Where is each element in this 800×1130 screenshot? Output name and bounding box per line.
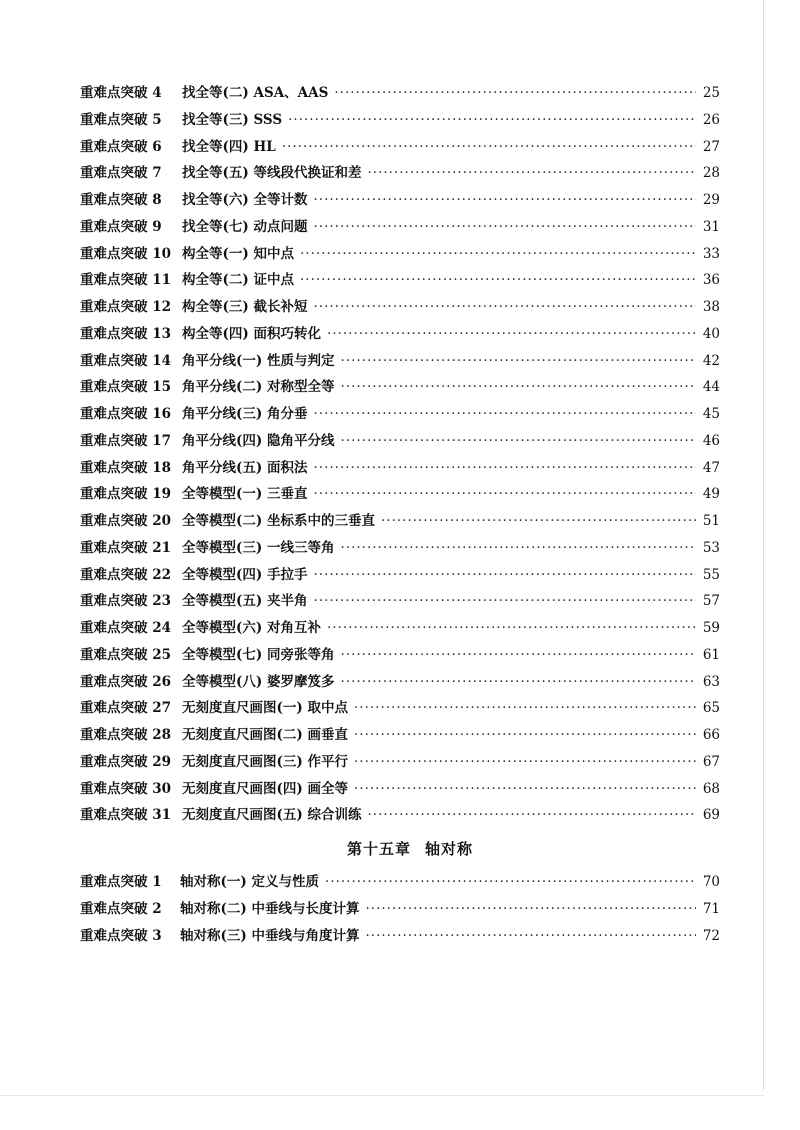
dot-leader bbox=[365, 896, 696, 923]
dot-leader bbox=[354, 749, 696, 776]
toc-entry-number: 重难点突破 18 bbox=[80, 459, 171, 476]
toc-entry-page: 31 bbox=[702, 218, 720, 235]
toc-entry-page: 55 bbox=[702, 566, 720, 583]
toc-entry-title: 全等模型(七) 同旁张等角 bbox=[182, 646, 335, 663]
toc-section-chapter-15 bbox=[80, 869, 720, 949]
dot-leader bbox=[300, 241, 696, 268]
dot-leader bbox=[313, 455, 696, 482]
dot-leader bbox=[340, 428, 696, 455]
table-of-contents bbox=[80, 80, 720, 949]
toc-entry bbox=[80, 642, 720, 669]
toc-entry-title: 找全等(三) SSS bbox=[182, 111, 283, 128]
dot-leader bbox=[288, 107, 696, 134]
dot-leader bbox=[340, 642, 696, 669]
dot-leader bbox=[365, 923, 696, 950]
toc-entry-title: 角平分线(四) 隐角平分线 bbox=[182, 432, 335, 449]
dot-leader bbox=[313, 294, 696, 321]
dot-leader bbox=[367, 160, 696, 187]
toc-entry-number: 重难点突破 23 bbox=[80, 593, 171, 610]
toc-entry-title: 全等模型(二) 坐标系中的三垂直 bbox=[182, 513, 375, 529]
dot-leader bbox=[340, 535, 696, 562]
toc-entry-title: 轴对称(三) 中垂线与角度计算 bbox=[180, 927, 360, 944]
dot-leader bbox=[325, 869, 696, 896]
toc-entry bbox=[80, 241, 720, 268]
toc-entry bbox=[80, 134, 720, 161]
toc-entry-title: 角平分线(五) 面积法 bbox=[182, 459, 308, 476]
toc-entry-title: 全等模型(八) 婆罗摩笈多 bbox=[182, 673, 335, 690]
toc-entry bbox=[80, 455, 720, 482]
toc-entry-title: 无刻度直尺画图(三) 作平行 bbox=[182, 753, 348, 770]
toc-entry-title: 全等模型(六) 对角互补 bbox=[182, 620, 321, 636]
toc-entry-title: 无刻度直尺画图(四) 画全等 bbox=[182, 780, 348, 797]
toc-entry bbox=[80, 321, 720, 348]
toc-entry-page: 25 bbox=[702, 85, 720, 101]
toc-entry-page: 28 bbox=[702, 165, 720, 182]
toc-entry-number: 重难点突破 21 bbox=[80, 539, 171, 556]
dot-leader bbox=[282, 134, 696, 161]
toc-entry-number: 重难点突破 11 bbox=[80, 272, 171, 289]
toc-entry-page: 65 bbox=[702, 700, 720, 717]
toc-entry bbox=[80, 695, 720, 722]
toc-entry-title: 构全等(三) 截长补短 bbox=[182, 299, 308, 315]
dot-leader bbox=[354, 722, 696, 749]
dot-leader bbox=[313, 562, 696, 589]
toc-entry bbox=[80, 722, 720, 749]
toc-entry-number: 重难点突破 4 bbox=[80, 85, 162, 101]
toc-entry bbox=[80, 535, 720, 562]
toc-entry-page: 67 bbox=[702, 753, 720, 770]
toc-entry bbox=[80, 776, 720, 803]
toc-entry-page: 71 bbox=[702, 900, 720, 917]
toc-entry-number: 重难点突破 1 bbox=[80, 874, 162, 890]
toc-entry-number: 重难点突破 14 bbox=[80, 352, 171, 369]
toc-entry-title: 无刻度直尺画图(五) 综合训练 bbox=[182, 807, 362, 824]
toc-entry bbox=[80, 562, 720, 589]
toc-entry-title: 无刻度直尺画图(二) 画垂直 bbox=[182, 727, 348, 743]
toc-entry-title: 全等模型(一) 三垂直 bbox=[182, 486, 308, 503]
chapter-heading bbox=[80, 829, 720, 869]
dot-leader bbox=[313, 481, 696, 508]
dot-leader bbox=[313, 588, 696, 615]
toc-entry-title: 找全等(二) ASA、AAS bbox=[182, 85, 329, 101]
toc-entry-page: 45 bbox=[702, 406, 720, 422]
dot-leader bbox=[354, 776, 696, 803]
toc-entry bbox=[80, 294, 720, 321]
dot-leader bbox=[381, 508, 696, 535]
toc-section-chapter-14 bbox=[80, 80, 720, 829]
toc-entry bbox=[80, 508, 720, 535]
toc-entry-number: 重难点突破 19 bbox=[80, 486, 171, 503]
dot-leader bbox=[313, 187, 696, 214]
toc-entry-number: 重难点突破 7 bbox=[80, 165, 162, 182]
toc-entry-title: 全等模型(五) 夹半角 bbox=[182, 593, 308, 610]
toc-entry-number: 重难点突破 31 bbox=[80, 807, 171, 824]
toc-entry-title: 全等模型(四) 手拉手 bbox=[182, 566, 308, 583]
toc-entry bbox=[80, 749, 720, 776]
dot-leader bbox=[334, 80, 696, 107]
dot-leader bbox=[340, 348, 696, 375]
toc-entry-title: 构全等(一) 知中点 bbox=[182, 245, 294, 262]
toc-entry-title: 构全等(四) 面积巧转化 bbox=[182, 325, 321, 342]
toc-entry-number: 重难点突破 27 bbox=[80, 700, 171, 717]
toc-entry bbox=[80, 267, 720, 294]
toc-entry-page: 27 bbox=[702, 138, 720, 155]
dot-leader bbox=[313, 214, 696, 241]
toc-entry-title: 找全等(六) 全等计数 bbox=[182, 192, 308, 208]
toc-entry bbox=[80, 802, 720, 829]
toc-entry-page: 59 bbox=[702, 620, 720, 636]
toc-entry-page: 53 bbox=[702, 539, 720, 556]
toc-entry-number: 重难点突破 5 bbox=[80, 111, 162, 128]
toc-entry-page: 69 bbox=[702, 807, 720, 824]
toc-entry-number: 重难点突破 8 bbox=[80, 192, 162, 208]
toc-entry-page: 42 bbox=[702, 352, 720, 369]
toc-entry-page: 61 bbox=[702, 646, 720, 663]
page-edge-line bbox=[763, 0, 764, 1090]
toc-entry-title: 找全等(四) HL bbox=[182, 138, 276, 155]
toc-entry bbox=[80, 374, 720, 401]
toc-entry-number: 重难点突破 25 bbox=[80, 646, 171, 663]
dot-leader bbox=[340, 669, 696, 696]
dot-leader bbox=[300, 267, 696, 294]
toc-entry bbox=[80, 588, 720, 615]
toc-entry bbox=[80, 160, 720, 187]
toc-entry bbox=[80, 107, 720, 134]
toc-entry-number: 重难点突破 16 bbox=[80, 406, 171, 422]
toc-entry-page: 66 bbox=[702, 727, 720, 743]
toc-entry bbox=[80, 214, 720, 241]
toc-entry-number: 重难点突破 15 bbox=[80, 379, 171, 396]
toc-entry-number: 重难点突破 2 bbox=[80, 900, 162, 917]
dot-leader bbox=[367, 802, 696, 829]
toc-entry bbox=[80, 401, 720, 428]
toc-entry-page: 26 bbox=[702, 111, 720, 128]
chapter-label: 第十五章 bbox=[346, 840, 411, 858]
toc-entry bbox=[80, 481, 720, 508]
toc-entry-page: 51 bbox=[702, 513, 720, 529]
toc-entry-page: 46 bbox=[702, 432, 720, 449]
toc-entry-page: 63 bbox=[702, 673, 720, 690]
toc-entry-title: 找全等(七) 动点问题 bbox=[182, 218, 308, 235]
toc-entry-number: 重难点突破 13 bbox=[80, 325, 171, 342]
toc-entry-number: 重难点突破 20 bbox=[80, 513, 171, 529]
toc-entry bbox=[80, 615, 720, 642]
toc-entry-title: 轴对称(一) 定义与性质 bbox=[180, 874, 319, 890]
dot-leader bbox=[313, 401, 696, 428]
toc-entry-page: 33 bbox=[702, 245, 720, 262]
toc-entry-page: 29 bbox=[702, 192, 720, 208]
toc-entry-title: 角平分线(一) 性质与判定 bbox=[182, 352, 335, 369]
toc-entry-page: 70 bbox=[702, 874, 720, 890]
toc-entry-title: 角平分线(三) 角分垂 bbox=[182, 406, 308, 422]
dot-leader bbox=[327, 321, 696, 348]
toc-entry-number: 重难点突破 9 bbox=[80, 218, 162, 235]
toc-entry-title: 全等模型(三) 一线三等角 bbox=[182, 539, 335, 556]
toc-entry bbox=[80, 923, 720, 950]
toc-entry-page: 38 bbox=[702, 299, 720, 315]
chapter-name: 轴对称 bbox=[425, 840, 474, 858]
toc-entry bbox=[80, 187, 720, 214]
toc-entry-number: 重难点突破 24 bbox=[80, 620, 171, 636]
toc-entry bbox=[80, 896, 720, 923]
toc-entry-title: 找全等(五) 等线段代换证和差 bbox=[182, 165, 362, 182]
toc-entry-number: 重难点突破 3 bbox=[80, 927, 162, 944]
page-bottom-line bbox=[0, 1095, 764, 1096]
toc-entry-number: 重难点突破 12 bbox=[80, 299, 171, 315]
toc-entry-title: 无刻度直尺画图(一) 取中点 bbox=[182, 700, 348, 717]
toc-entry bbox=[80, 869, 720, 896]
toc-entry-page: 68 bbox=[702, 780, 720, 797]
toc-entry-number: 重难点突破 29 bbox=[80, 753, 171, 770]
toc-entry-title: 轴对称(二) 中垂线与长度计算 bbox=[180, 900, 360, 917]
toc-entry-number: 重难点突破 22 bbox=[80, 566, 171, 583]
toc-entry-page: 57 bbox=[702, 593, 720, 610]
toc-entry-title: 构全等(二) 证中点 bbox=[182, 272, 294, 289]
toc-entry bbox=[80, 348, 720, 375]
toc-entry-number: 重难点突破 28 bbox=[80, 727, 171, 743]
toc-entry-page: 40 bbox=[702, 325, 720, 342]
toc-entry-number: 重难点突破 17 bbox=[80, 432, 171, 449]
toc-entry-title: 角平分线(二) 对称型全等 bbox=[182, 379, 335, 396]
toc-entry-page: 49 bbox=[702, 486, 720, 503]
dot-leader bbox=[340, 374, 696, 401]
toc-entry-number: 重难点突破 30 bbox=[80, 780, 171, 797]
toc-entry-page: 44 bbox=[702, 379, 720, 396]
toc-entry-page: 36 bbox=[702, 272, 720, 289]
dot-leader bbox=[354, 695, 696, 722]
toc-entry bbox=[80, 669, 720, 696]
toc-entry-number: 重难点突破 26 bbox=[80, 673, 171, 690]
toc-entry-number: 重难点突破 6 bbox=[80, 138, 162, 155]
toc-entry bbox=[80, 428, 720, 455]
toc-entry-page: 72 bbox=[702, 927, 720, 944]
toc-entry-number: 重难点突破 10 bbox=[80, 245, 171, 262]
toc-entry bbox=[80, 80, 720, 107]
dot-leader bbox=[327, 615, 696, 642]
toc-entry-page: 47 bbox=[702, 459, 720, 476]
